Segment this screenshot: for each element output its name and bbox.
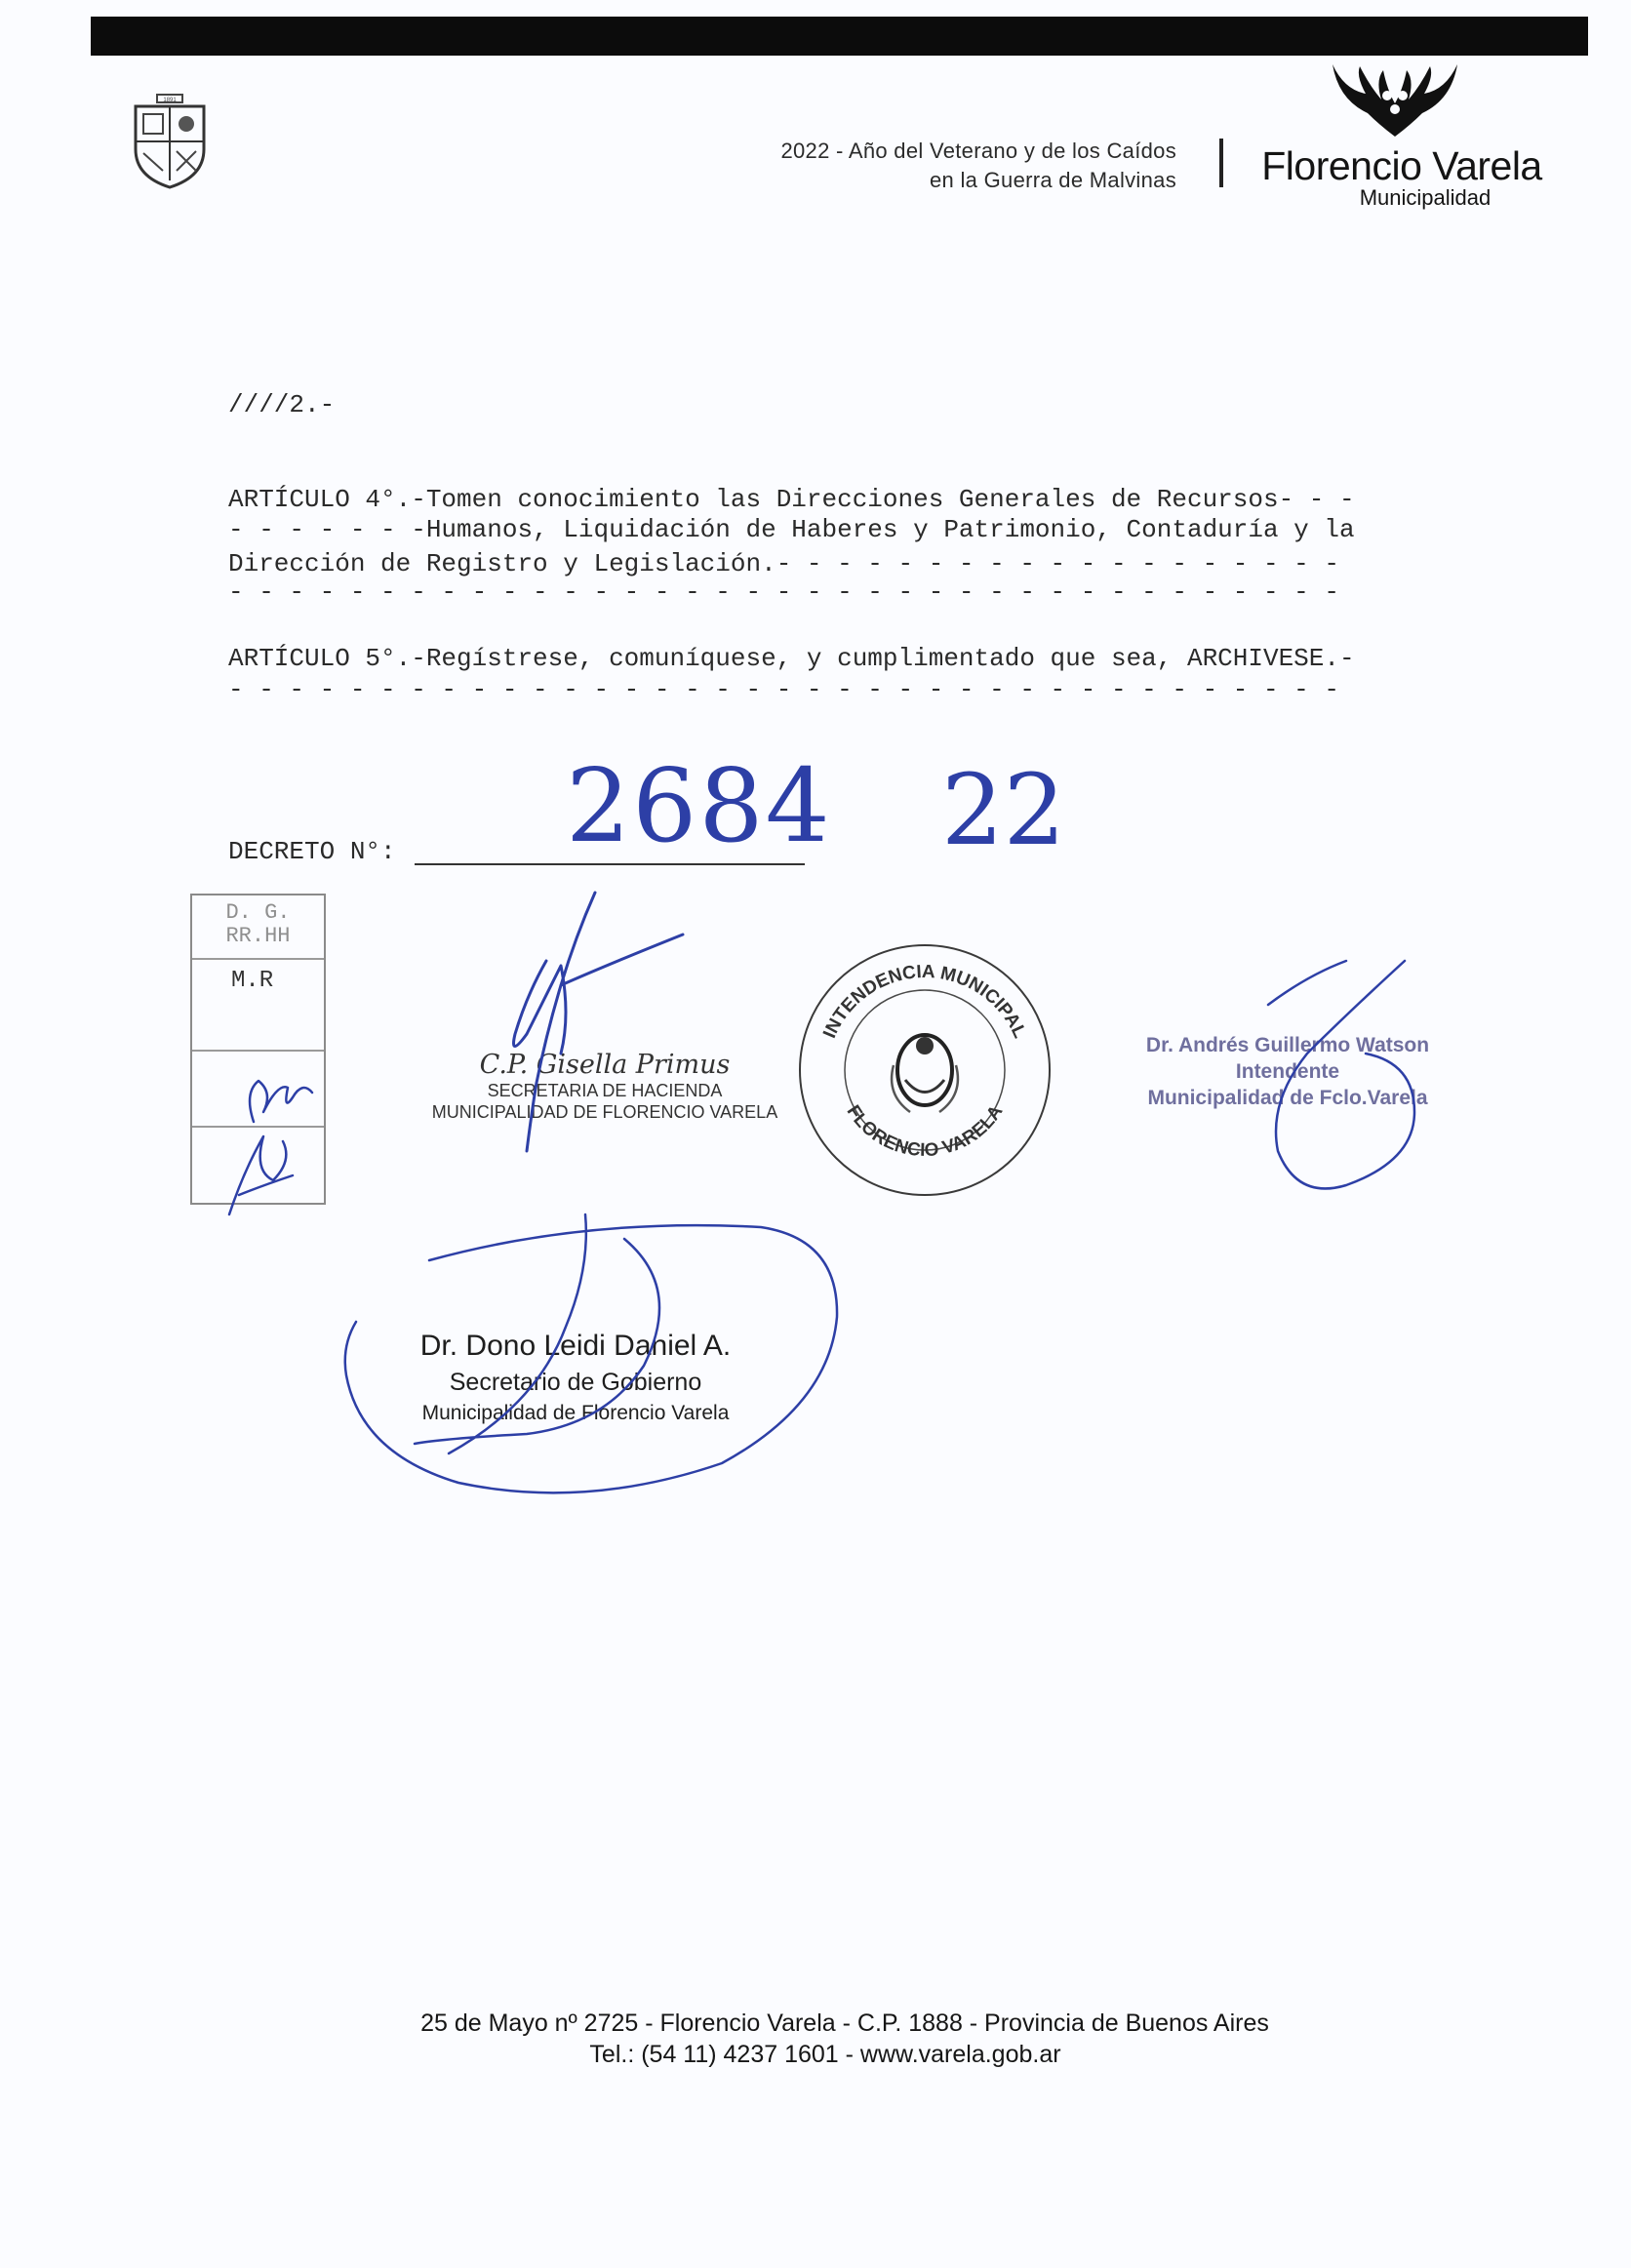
primus-name: C.P. Gisella Primus [479, 1050, 731, 1080]
signature-watson [1132, 1032, 1444, 1111]
decree-label: DECRETO N°: [228, 837, 396, 866]
decree-number: 2684 [566, 746, 832, 865]
primus-title-2: MUNICIPALIDAD DE FLORENCIO VARELA [431, 1102, 778, 1122]
svg-text:FLORENCIO VARELA [843, 1101, 1008, 1161]
article-4-line-3: Dirección de Registro y Legislación.- - - - - - - - - - - - - - - - - - - [228, 549, 1339, 578]
rrhh-stamp-box [190, 894, 326, 1205]
signature-primus [419, 1050, 790, 1123]
seal-bottom-text: FLORENCIO VARELA [842, 1101, 1008, 1162]
watson-name: Dr. Andrés Guillermo Watson [1145, 1034, 1430, 1056]
watson-title: Intendente [1235, 1060, 1340, 1083]
brand-name: Florencio Varela [1261, 143, 1542, 188]
primus-title-1: SECRETARIA DE HACIENDA [487, 1081, 723, 1100]
header-bar [91, 17, 1588, 56]
motto-line-1: 2022 - Año del Veterano y de los Caídos [780, 139, 1176, 163]
article-4-line-2: - - - - - - -Humanos, Liquidación de Haberes y Patrimonio, Contaduría y la [228, 515, 1355, 544]
dono-org: Municipalidad de Florencio Varela [421, 1402, 730, 1424]
page-reference: ////2.- [228, 390, 336, 419]
municipal-crest-icon [130, 93, 210, 190]
signature-dono-leidi [371, 1327, 780, 1428]
rrhh-stamp-divider [192, 1126, 324, 1128]
footer-contact: Tel.: (54 11) 4237 1601 - www.varela.gob.ar [589, 2041, 1061, 2068]
article-5-line-1: ARTÍCULO 5°.-Regístrese, comuníquese, y cumplimentado que sea, ARCHIVESE.- [228, 644, 1355, 673]
article-4-line-1: ARTÍCULO 4°.-Tomen conocimiento las Direcciones Generales de Recursos- - - [228, 485, 1355, 514]
rrhh-stamp-header [192, 901, 324, 948]
header-divider [1219, 139, 1223, 187]
florencio-varela-logo-icon [1327, 60, 1463, 139]
article-5-line-2: - - - - - - - - - - - - - - - - - - - - - - - - - - - - - - - - - - - - - [228, 675, 1339, 704]
brand-sub: Municipalidad [1359, 185, 1492, 210]
rrhh-stamp-divider [192, 1050, 324, 1052]
municipal-seal-stamp [788, 938, 1061, 1202]
rrhh-stamp-dg: D. G. [225, 900, 291, 925]
rrhh-stamp-rrhh: RR.HH [225, 924, 291, 948]
watson-org: Municipalidad de Fclo.Varela [1147, 1087, 1428, 1109]
article-4-line-4: - - - - - - - - - - - - - - - - - - - - - - - - - - - - - - - - - - - - - [228, 577, 1339, 607]
dono-title: Secretario de Gobierno [449, 1369, 702, 1396]
decree-year: 22 [941, 753, 1066, 867]
dono-name: Dr. Dono Leidi Daniel A. [419, 1330, 732, 1362]
header-motto [780, 137, 1176, 195]
seal-top-text: INTENDENCIA MUNICIPAL [819, 961, 1030, 1042]
footer-address: 25 de Mayo nº 2725 - Florencio Varela - C.P. 1888 - Provincia de Buenos Aires [420, 2009, 1269, 2037]
rrhh-stamp-divider [192, 958, 324, 960]
brand [1260, 144, 1543, 209]
svg-text:1891: 1891 [163, 98, 177, 103]
footer [0, 2008, 1631, 2070]
svg-text:INTENDENCIA MUNICIPAL [819, 962, 1030, 1042]
motto-line-2: en la Guerra de Malvinas [930, 168, 1176, 192]
rrhh-stamp-mr: M.R [231, 968, 274, 994]
